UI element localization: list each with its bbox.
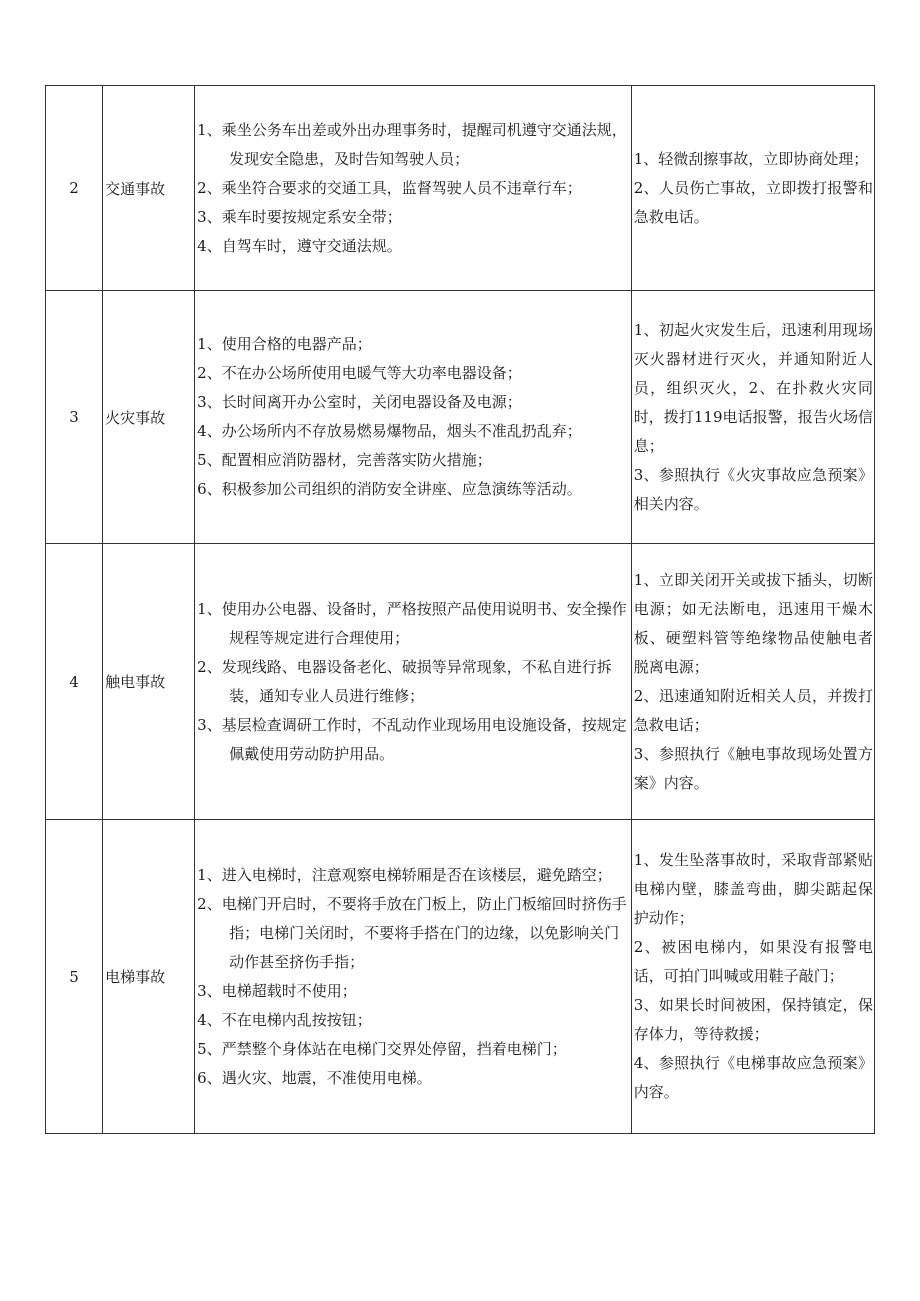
table-row bbox=[46, 86, 875, 291]
measure-item: 3、长时间离开办公室时，关闭电器设备及电源； bbox=[197, 393, 522, 411]
response-item: 3、参照执行《火灾事故应急预案》相关内容。 bbox=[633, 465, 873, 513]
measure-item: 3、乘车时要按规定系安全带； bbox=[197, 207, 402, 226]
accident-type: 火灾事故 bbox=[103, 291, 195, 544]
measure-item: 1、进入电梯时，注意观察电梯轿厢是否在该楼层，避免踏空； bbox=[197, 865, 612, 884]
response-item: 2、被困电梯内，如果没有报警电话，可拍门叫喊或用鞋子敲门； bbox=[633, 938, 873, 985]
measure-item: 6、积极参加公司组织的消防安全讲座、应急演练等活动。 bbox=[197, 480, 582, 498]
measure-item: 1、乘坐公务车出差或外出办理事务时，提醒司机遵守交通法规，发现安全隐患，及时告知驾驶人员； bbox=[197, 120, 627, 168]
prevention-measures bbox=[195, 820, 632, 1134]
response-item: 4、参照执行《电梯事故应急预案》内容。 bbox=[633, 1054, 873, 1101]
measure-item: 2、发现线路、电器设备老化、破损等异常现象，不私自进行拆装，通知专业人员进行维修； bbox=[197, 657, 612, 705]
measure-item: 3、基层检查调研工作时，不乱动作业现场用电设施设备，按规定佩戴使用劳动防护用品。 bbox=[197, 715, 627, 763]
response-item: 2、迅速通知附近相关人员，并拨打急救电话； bbox=[633, 686, 873, 734]
response-item: 1、轻微刮擦事故，立即协商处理； bbox=[633, 149, 869, 168]
prevention-measures bbox=[195, 544, 632, 820]
safety-measures-table bbox=[45, 85, 875, 1134]
measure-item: 2、不在办公场所使用电暖气等大功率电器设备； bbox=[197, 364, 522, 382]
measure-item: 4、办公场所内不存放易燃易爆物品，烟头不准乱扔乱弃； bbox=[197, 422, 582, 440]
measure-item: 4、不在电梯内乱按按钮； bbox=[197, 1010, 372, 1029]
response-item: 1、初起火灾发生后，迅速利用现场灭火器材进行灭火，并通知附近人员，组织灭火，2、在扑救火灾同时，拨打119电话报警，报告火场信息； bbox=[633, 320, 873, 455]
emergency-response bbox=[631, 86, 874, 291]
emergency-response bbox=[631, 820, 874, 1134]
table-row bbox=[46, 544, 875, 820]
row-number: 3 bbox=[46, 291, 103, 544]
table-row bbox=[46, 291, 875, 544]
emergency-response bbox=[631, 291, 874, 544]
measure-item: 2、电梯门开启时，不要将手放在门板上，防止门板缩回时挤伤手指；电梯门关闭时，不要将手搭在门的边缘，以免影响关门动作甚至挤伤手指； bbox=[197, 894, 627, 971]
measure-item: 2、乘坐符合要求的交通工具，监督驾驶人员不违章行车； bbox=[197, 178, 582, 197]
table-row bbox=[46, 820, 875, 1134]
prevention-measures bbox=[195, 291, 632, 544]
accident-type: 触电事故 bbox=[103, 544, 195, 820]
emergency-response bbox=[631, 544, 874, 820]
row-number: 4 bbox=[46, 544, 103, 820]
measure-item: 1、使用办公电器、设备时，严格按照产品使用说明书、安全操作规程等规定进行合理使用； bbox=[197, 599, 627, 647]
measure-item: 5、配置相应消防器材，完善落实防火措施； bbox=[197, 451, 492, 469]
response-item: 1、立即关闭开关或拔下插头，切断电源；如无法断电，迅速用干燥木板、硬塑料管等绝缘物品使触电者脱离电源； bbox=[633, 570, 873, 676]
accident-type: 交通事故 bbox=[103, 86, 195, 291]
row-number: 5 bbox=[46, 820, 103, 1134]
measure-item: 5、严禁整个身体站在电梯门交界处停留，挡着电梯门； bbox=[197, 1039, 567, 1058]
response-item: 3、参照执行《触电事故现场处置方案》内容。 bbox=[633, 744, 873, 792]
response-item: 1、发生坠落事故时，采取背部紧贴电梯内壁，膝盖弯曲，脚尖踮起保护动作； bbox=[633, 851, 873, 927]
measure-item: 3、电梯超载时不使用； bbox=[197, 981, 357, 1000]
response-item: 2、人员伤亡事故，立即拨打报警和急救电话。 bbox=[633, 178, 873, 226]
accident-type: 电梯事故 bbox=[103, 820, 195, 1134]
measure-item: 6、遇火灾、地震，不准使用电梯。 bbox=[197, 1068, 432, 1087]
measure-item: 4、自驾车时，遵守交通法规。 bbox=[197, 236, 402, 255]
row-number: 2 bbox=[46, 86, 103, 291]
measure-item: 1、使用合格的电器产品； bbox=[197, 335, 372, 353]
response-item: 3、如果长时间被困，保持镇定，保存体力，等待救援； bbox=[633, 996, 873, 1043]
prevention-measures bbox=[195, 86, 632, 291]
